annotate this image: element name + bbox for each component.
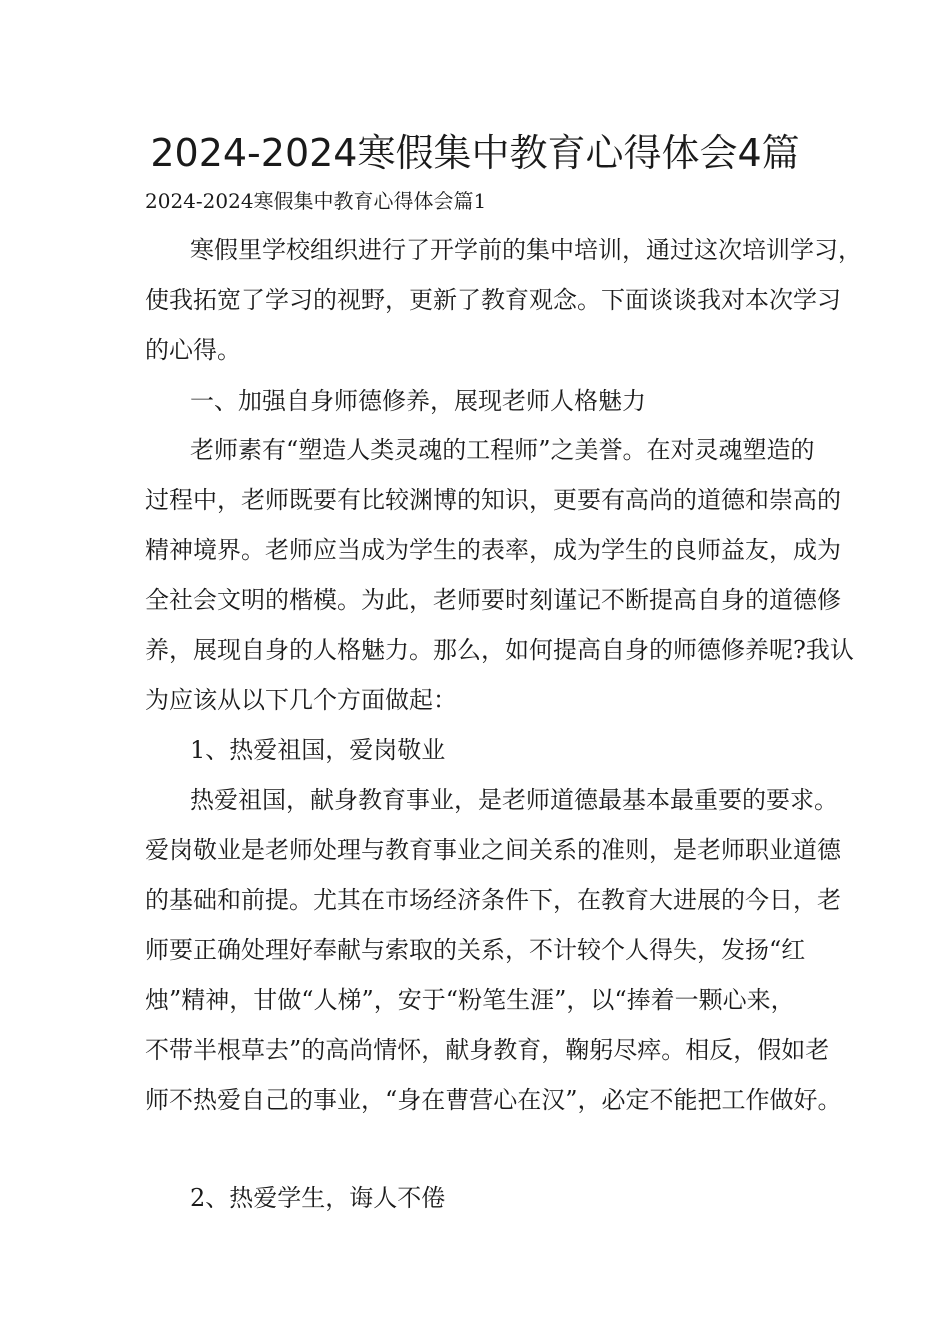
paragraph-line: 师不热爱自己的事业，“身在曹营心在汉”，必定不能把工作做好。 xyxy=(145,1086,842,1114)
paragraph-line: 全社会文明的楷模。为此，老师要时刻谨记不断提高自身的道德修 xyxy=(145,586,841,614)
subsection-heading: 1、热爱祖国，爱岗敬业 xyxy=(190,736,446,764)
paragraph-line: 师要正确处理好奉献与索取的关系，不计较个人得失，发扬“红 xyxy=(145,936,806,964)
paragraph-line: 热爱祖国，献身教育事业，是老师道德最基本最重要的要求。 xyxy=(190,786,838,814)
paragraph-line: 养，展现自身的人格魅力。那么，如何提高自身的师德修养呢?我认 xyxy=(145,636,854,664)
document-title: 2024-2024寒假集中教育心得体会4篇 xyxy=(150,131,800,175)
paragraph-line: 过程中，老师既要有比较渊博的知识，更要有高尚的道德和崇高的 xyxy=(145,486,841,514)
paragraph-line: 不带半根草去”的高尚情怀，献身教育，鞠躬尽瘁。相反，假如老 xyxy=(145,1036,830,1064)
document-subtitle: 2024-2024寒假集中教育心得体会篇1 xyxy=(145,189,487,213)
paragraph-line: 老师素有“塑造人类灵魂的工程师”之美誉。在对灵魂塑造的 xyxy=(190,436,815,464)
paragraph-line: 精神境界。老师应当成为学生的表率，成为学生的良师益友，成为 xyxy=(145,536,841,564)
paragraph-line: 寒假里学校组织进行了开学前的集中培训，通过这次培训学习， xyxy=(190,236,862,264)
paragraph-line: 爱岗敬业是老师处理与教育事业之间关系的准则，是老师职业道德 xyxy=(145,836,841,864)
paragraph-line: 使我拓宽了学习的视野，更新了教育观念。下面谈谈我对本次学习 xyxy=(145,286,841,314)
subsection-heading: 2、热爱学生，诲人不倦 xyxy=(190,1184,446,1212)
paragraph-line: 为应该从以下几个方面做起： xyxy=(145,686,457,714)
section-heading: 一、加强自身师德修养，展现老师人格魅力 xyxy=(190,387,646,415)
paragraph-line: 烛”精神，甘做“人梯”，安于“粉笔生涯”，以“捧着一颗心来， xyxy=(145,986,795,1014)
paragraph-line: 的基础和前提。尤其在市场经济条件下，在教育大进展的今日，老 xyxy=(145,886,841,914)
paragraph-line: 的心得。 xyxy=(145,336,241,364)
